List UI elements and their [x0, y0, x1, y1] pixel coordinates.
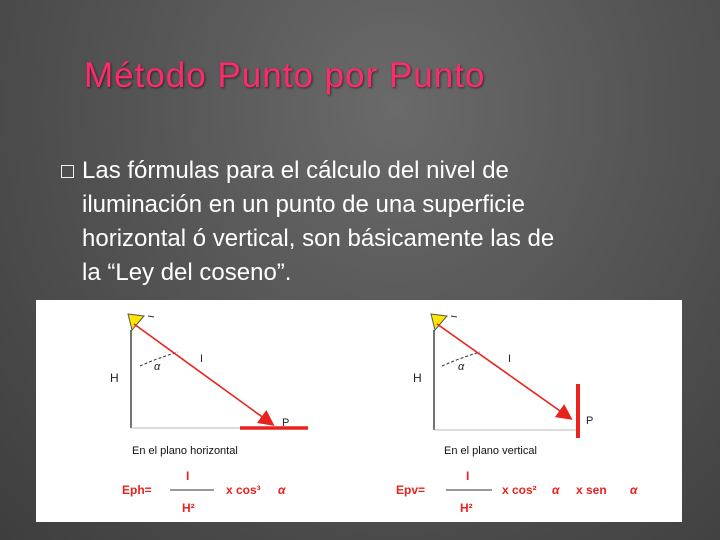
eq-alpha: α — [552, 483, 560, 497]
vertical-plane-diagram — [396, 314, 638, 515]
eq-rhs-sen: x sen — [576, 483, 607, 497]
caption-horizontal: En el plano horizontal — [132, 445, 238, 457]
body-paragraph — [82, 154, 682, 290]
eq-denominator: H² — [460, 501, 473, 515]
eq-numerator: I — [186, 469, 190, 483]
eq-numerator: I — [466, 469, 470, 483]
body-line: horizontal ó vertical, son básicamente las de — [82, 225, 555, 252]
label-alpha: α — [154, 361, 161, 373]
slide-title: Método Punto por Punto — [84, 56, 486, 95]
label-p: P — [586, 415, 594, 427]
lamp-icon — [431, 314, 447, 330]
label-h: H — [413, 371, 422, 385]
horizontal-plane-diagram — [110, 314, 308, 515]
lamp-icon — [128, 314, 144, 330]
label-p: P — [282, 417, 290, 429]
eq-rhs-cos: x cos² — [502, 483, 537, 497]
label-alpha: α — [458, 361, 465, 373]
label-i: I — [200, 353, 204, 365]
eq-alpha: α — [278, 483, 286, 497]
eq-lhs: Eph= — [122, 483, 152, 497]
caption-vertical: En el plano vertical — [444, 445, 537, 457]
label-i: I — [508, 353, 512, 365]
cosine-law-figure — [36, 300, 682, 522]
body-line: iluminación en un punto de una superficie — [82, 191, 525, 218]
body-line: la “Ley del coseno”. — [82, 259, 292, 286]
eq-denominator: H² — [182, 501, 195, 515]
eq-alpha: α — [630, 483, 638, 497]
figure-svg — [36, 300, 682, 522]
eq-rhs: x cos³ — [226, 483, 261, 497]
light-ray — [134, 324, 272, 424]
body-line: Las fórmulas para el cálculo del nivel de — [82, 157, 509, 184]
label-h: H — [110, 371, 119, 385]
square-bullet-icon — [61, 165, 74, 178]
light-ray — [437, 324, 570, 418]
eq-lhs: Epv= — [396, 483, 426, 497]
